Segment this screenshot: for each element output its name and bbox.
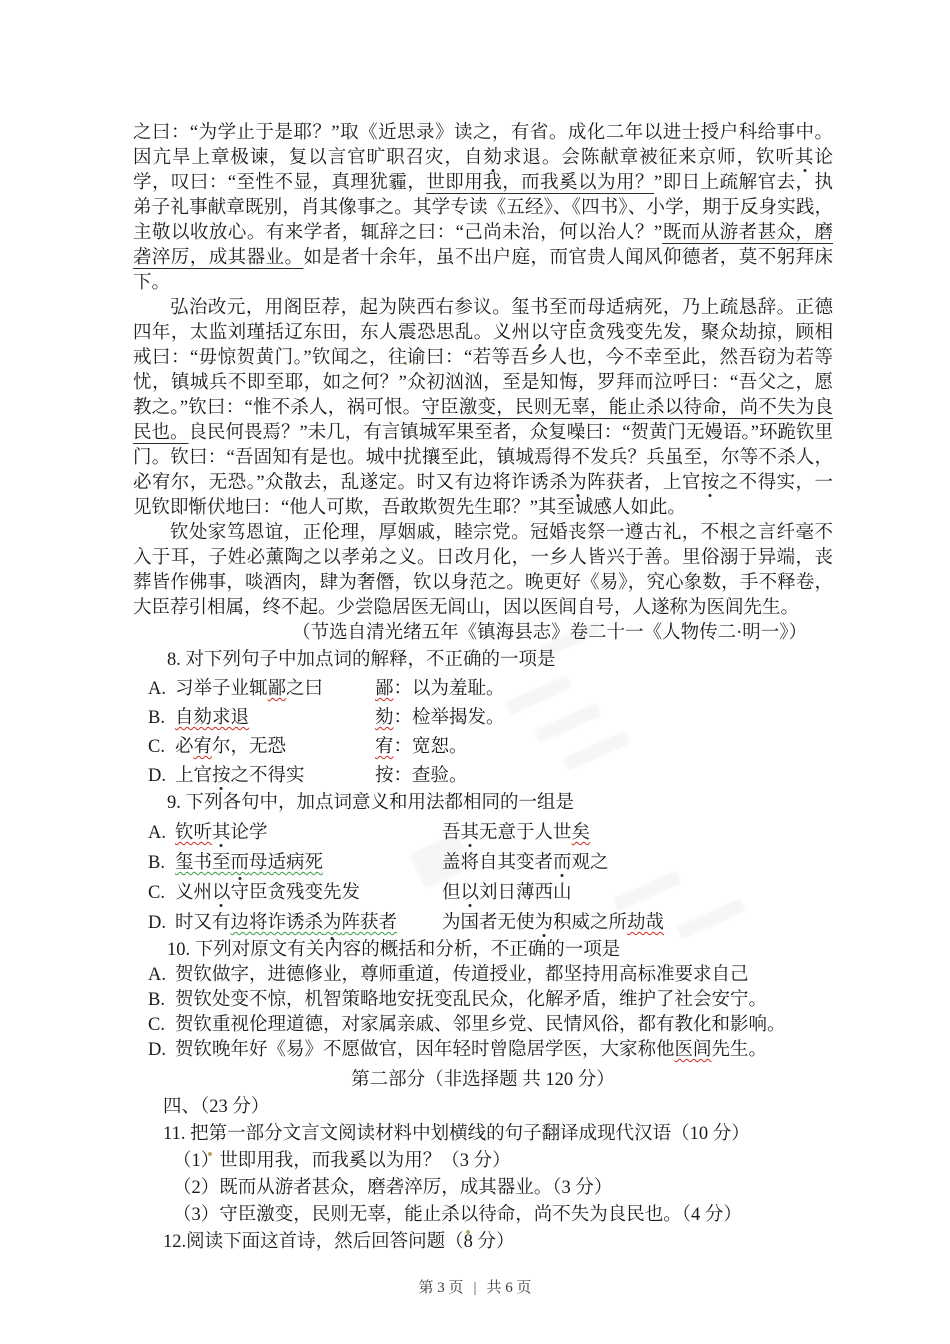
- option-text: 贺钦做字，进德修业，尊师重道，传道授业，都坚持用高标准要求自己: [175, 965, 749, 985]
- option-label: C.: [148, 883, 165, 903]
- option-definition: 宥：宽恕。: [375, 737, 468, 757]
- page-number: 第 3 页: [418, 1280, 464, 1296]
- option-phrase: 必宥尔，无恐: [175, 737, 287, 757]
- question-8: [133, 648, 833, 789]
- question-10-option-d: [148, 1038, 833, 1063]
- option-label: B.: [148, 853, 165, 873]
- option-label: B.: [148, 990, 165, 1010]
- question-8-stem: 8. 对下列句子中加点词的解释，不正确的一项是: [167, 650, 556, 670]
- page-footer: [0, 1276, 950, 1297]
- question-10-option-b: [148, 988, 833, 1013]
- question-10: [133, 938, 833, 1063]
- question-9-option-d: [148, 911, 833, 936]
- question-11-item-3: （3）守臣激变，民则无辜，能止杀以待命，尚不失为良民也。（4 分）: [173, 1205, 742, 1225]
- question-11: 11. 把第一部分文言文阅读材料中划横线的句子翻译成现代汉语（10 分）: [163, 1124, 750, 1144]
- question-10-option-a: [148, 963, 833, 988]
- question-11-item-1: （1）世即用我，而我奚以为用？（3 分）: [173, 1151, 511, 1171]
- option-phrase: 自劾求退: [175, 708, 250, 728]
- option-sentence-left: 玺书至而母适病死: [175, 853, 324, 873]
- passage-paragraph-3: 钦处家笃恩谊，正伦理，厚姻戚，睦宗党。冠婚丧祭一遵古礼，不根之言纤毫不入于耳，子姓必薰陶之以孝弟之义。日改月化，一乡人皆兴于善。里俗溺于异端，丧葬皆作佛事，啖酒肉，肆为奢僭，钦以身范之。晚更好《易》，究心象数，手不释卷，大臣荐引相属，终不起。少尝隐居医无闾山，因以医闾自号，人遂称为医闾先生。: [133, 523, 833, 618]
- question-9: [133, 791, 833, 936]
- question-10-stem: 10. 下列对原文有关内容的概括和分析，不正确的一项是: [167, 940, 621, 960]
- option-sentence-right: 盖将自其变者而观之: [442, 853, 609, 873]
- question-8-option-a: [148, 677, 833, 702]
- question-9-option-a: [148, 821, 833, 846]
- question-9-option-c: [148, 881, 833, 906]
- option-definition: 劾：检举揭发。: [375, 708, 505, 728]
- question-11-item-2: （2）既而从游者甚众，磨砻淬厉，成其器业。（3 分）: [173, 1178, 613, 1198]
- total-pages: 共 6 页: [486, 1280, 532, 1296]
- option-label: D.: [148, 766, 166, 786]
- option-text: 贺钦晚年好《易》不愿做官，因年轻时曾隐居学医，大家称他医闾先生。: [175, 1040, 768, 1060]
- option-label: D.: [148, 913, 166, 933]
- option-sentence-left: 钦听其论学: [175, 823, 268, 843]
- option-definition: 按：查验。: [375, 766, 468, 786]
- option-label: C.: [148, 737, 165, 757]
- source-attribution: （节选自清光绪五年《镇海县志》卷二十一《人物传二·明一》）: [292, 623, 807, 643]
- option-definition: 鄙：以为羞耻。: [375, 679, 505, 699]
- option-phrase: 习举子业辄鄙之曰: [175, 679, 324, 699]
- option-text: 贺钦重视伦理道德，对家属亲戚、邻里乡党、民情风俗，都有教化和影响。: [175, 1015, 786, 1035]
- option-phrase: 上官按之不得实: [175, 766, 305, 786]
- question-8-option-b: [148, 706, 833, 731]
- question-10-option-c: [148, 1013, 833, 1038]
- footer-separator: |: [473, 1280, 477, 1296]
- option-sentence-left: 义州以守臣贪残变先发: [175, 883, 361, 903]
- option-label: B.: [148, 708, 165, 728]
- option-sentence-right: 但以刘日薄西山: [442, 883, 572, 903]
- question-8-option-d: [148, 764, 833, 789]
- option-label: C.: [148, 1015, 165, 1035]
- option-label: A.: [148, 965, 166, 985]
- passage-paragraph-2: 弘治改元，用阁臣荐，起为陕西右参议。玺书至而母适病死，乃上疏恳辞。正德四年，太监刘瑾括辽东田，东人震恐思乱。义州以守臣贪残变先发，聚众劫掠，顾相戒曰：“毋惊贺黄门。”钦闻之，往谕曰：“若等吾乡人也，今不幸至此，然吾窃为若等忧，镇城兵不即至耶，如之何？”众初汹汹，至是知悔，罗拜而泣呼曰：“吾父之，愿教之。”钦曰：“惟不杀人，祸可恨。守臣激变，民则无辜，能止杀以待命，尚不失为良民也。良民何畏焉？”未几，有言镇城军果至者，众复噪曰：“贺黄门无嫚语。”环跪钦里门。钦曰：“吾固知有是也。城中扰攘至此，镇城焉得不发兵？兵虽至，尔等不杀人，必宥尔，无恐。”众散去，乱遂定。时又有边将诈诱杀为阵获者，上官按之不得实，一见钦即惭伏地曰：“他人可欺，吾敢欺贺先生耶？”其至诚感人如此。: [133, 298, 833, 518]
- option-label: A.: [148, 823, 166, 843]
- option-label: A.: [148, 679, 166, 699]
- question-9-option-b: [148, 851, 833, 876]
- page-content: [133, 121, 833, 1256]
- option-label: D.: [148, 1040, 166, 1060]
- option-text: 贺钦处变不惊，机智策略地安抚变乱民众，化解矛盾，维护了社会安宁。: [175, 990, 768, 1010]
- question-8-option-c: [148, 735, 833, 760]
- part-two-heading: 第二部分（非选择题 共 120 分）: [351, 1070, 615, 1090]
- option-sentence-left: 时又有边将诈诱杀为阵获者: [175, 913, 398, 933]
- question-9-stem: 9. 下列各句中，加点词意义和用法都相同的一组是: [167, 793, 575, 813]
- option-sentence-right: 为国者无使为积威之所劫哉: [442, 913, 665, 933]
- option-sentence-right: 吾其无意于人世矣: [442, 823, 591, 843]
- passage-paragraph-1: 之曰：“为学止于是耶？”取《近思录》读之，有省。成化二年以进士授户科给事中。因亢旱上章极谏，复以言官旷职召灾，自劾求退。会陈献章被征来京师，钦听其论学，叹曰：“至性不显，真理犹霾，世即用我，而我奚以为用？”即日上疏解官去，执弟子礼事献章既别，肖其像事之。其学专读《五经》、《四书》、小学，期于反身实践，主敬以收放心。有来学者，辄辞之曰：“己尚未治，何以治人？”既而从游者甚众，磨砻淬厉，成其器业。如是者十余年，虽不出户庭，而官贵人闻风仰德者，莫不躬拜床下。: [133, 123, 833, 293]
- section-four-label: 四、（23 分）: [163, 1097, 270, 1117]
- question-12: 12.阅读下面这首诗，然后回答问题（8 分）: [163, 1232, 515, 1252]
